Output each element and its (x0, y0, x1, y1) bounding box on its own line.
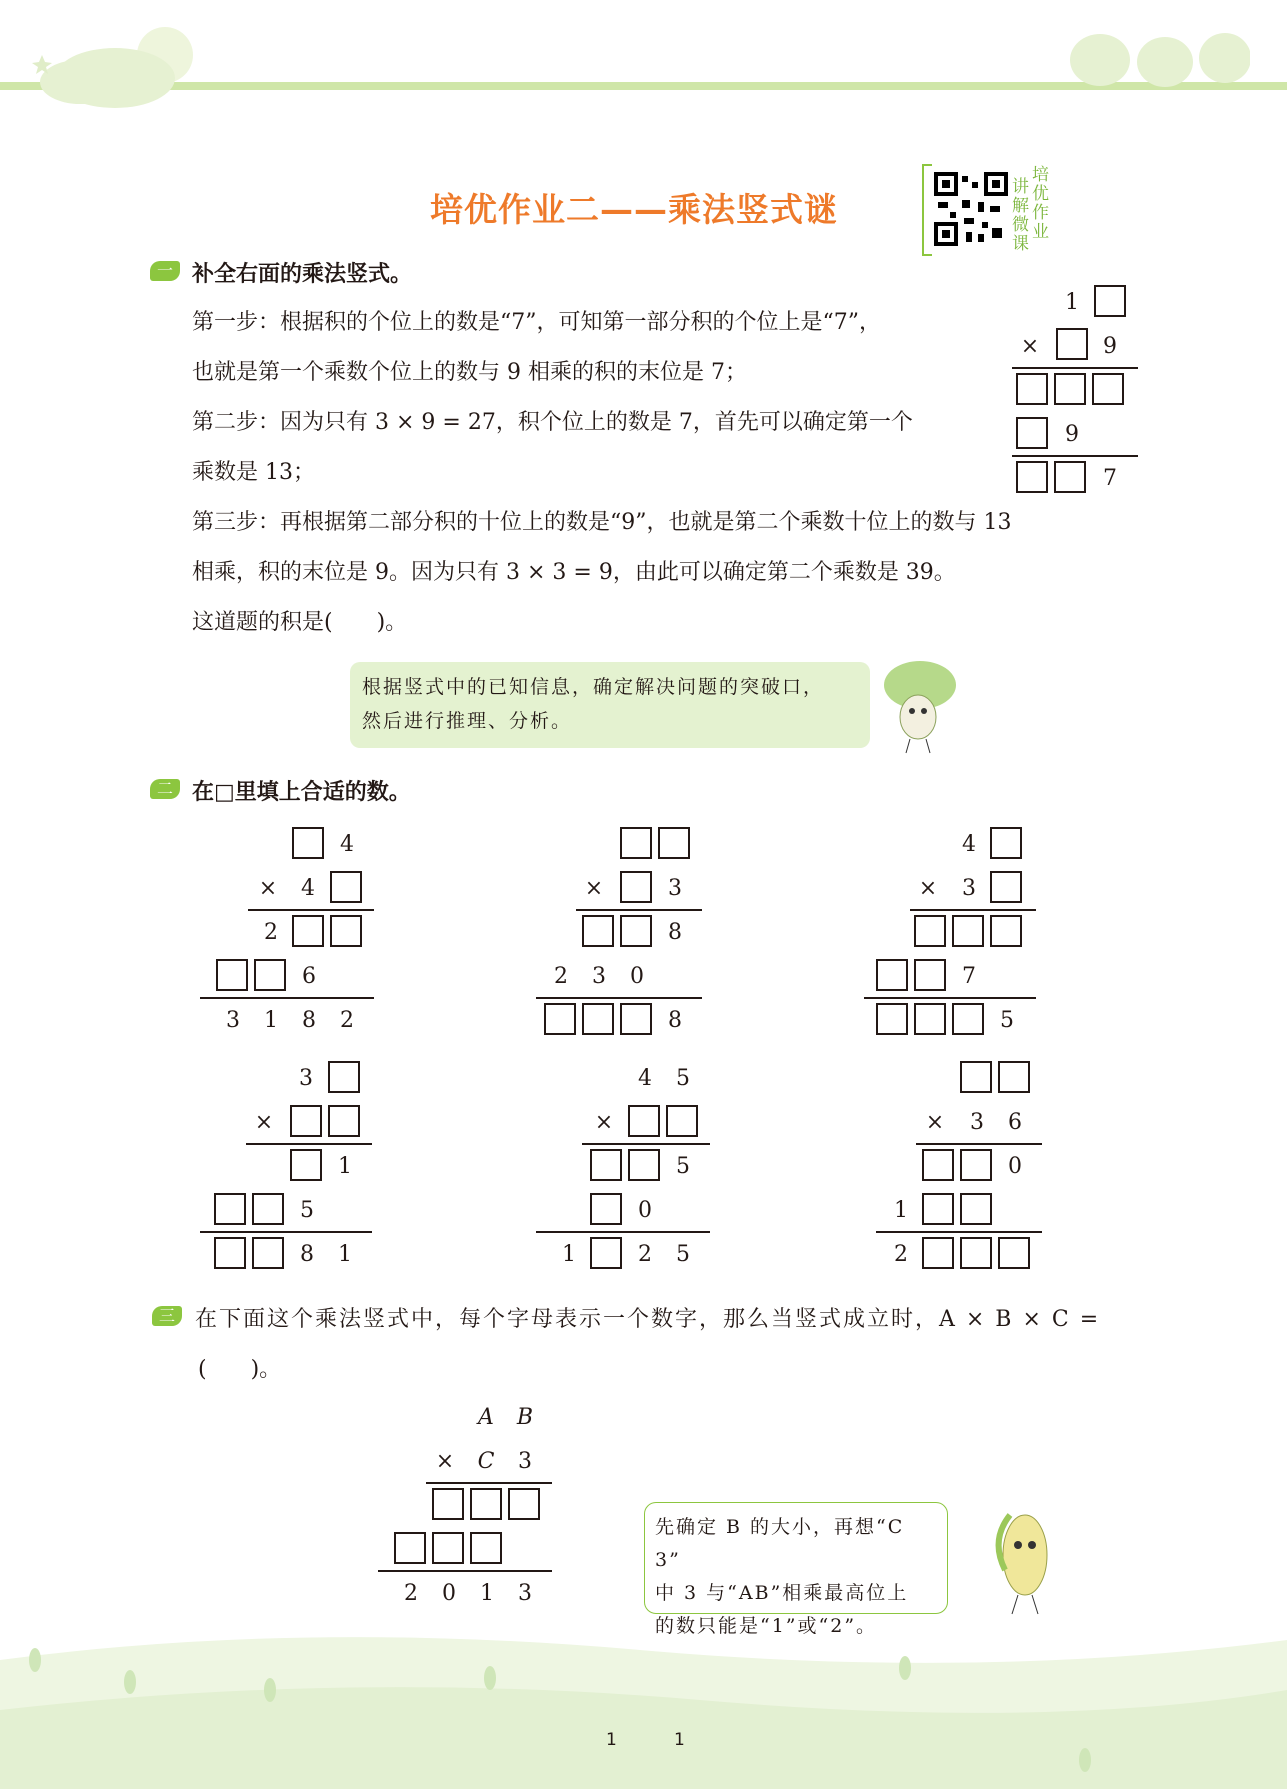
step-text: 相乘，积的末位是 9。因为只有 3 × 3 = 9，由此可以确定第二个乘数是 39。 (192, 560, 956, 585)
blank-box[interactable] (1054, 461, 1086, 493)
blank-box[interactable] (990, 871, 1022, 903)
blank-box[interactable] (214, 1237, 246, 1269)
step-text: 第一步：根据积的个位上的数是“7”，可知第一部分积的个位上是“7”， (192, 310, 881, 335)
blank-box[interactable] (432, 1488, 464, 1520)
blank-box[interactable] (914, 915, 946, 947)
blank-box[interactable] (328, 1105, 360, 1137)
blank-box[interactable] (1016, 417, 1048, 449)
blank-box[interactable] (620, 827, 652, 859)
step-text: 第三步：再根据第二部分积的十位上的数是“9”，也就是第二个乘数十位上的数与 13 (192, 510, 1012, 535)
answer-line: 这道题的积是( )。 (192, 610, 408, 635)
animal-faces-icon (1060, 20, 1250, 90)
section-badge-2: 二 (150, 779, 180, 799)
blank-box[interactable] (328, 1061, 360, 1093)
blank-box[interactable] (590, 1193, 622, 1225)
blank-box[interactable] (952, 1003, 984, 1035)
hint-bubble: 根据竖式中的已知信息，确定解决问题的突破口， 然后进行推理、分析。 (350, 662, 870, 748)
section-title-3-answer: ( )。 (198, 1357, 282, 1382)
blank-box[interactable] (432, 1532, 464, 1564)
blank-box[interactable] (922, 1149, 954, 1181)
landscape-decor (0, 1620, 1287, 1789)
section-title-3: 在下面这个乘法竖式中，每个字母表示一个数字，那么当竖式成立时，A × B × C = (195, 1307, 1101, 1332)
blank-box[interactable] (582, 1003, 614, 1035)
blank-box[interactable] (254, 959, 286, 991)
blank-box[interactable] (252, 1193, 284, 1225)
hint-bubble-3: 先确定 B 的大小，再想“C 3” 中 3 与“AB”相乘最高位上 的数只能是“1”或“2”。 (644, 1502, 948, 1614)
blank-box[interactable] (330, 915, 362, 947)
blank-box[interactable] (914, 1003, 946, 1035)
blank-box[interactable] (292, 827, 324, 859)
blank-box[interactable] (960, 1237, 992, 1269)
blank-box[interactable] (620, 871, 652, 903)
blank-box[interactable] (1054, 373, 1086, 405)
blank-box[interactable] (216, 959, 248, 991)
blank-box[interactable] (508, 1488, 540, 1520)
step-text: 第二步：因为只有 3 × 9 = 27，积个位上的数是 7，首先可以确定第一个 (192, 410, 913, 435)
blank-box[interactable] (960, 1193, 992, 1225)
blank-box[interactable] (1092, 373, 1124, 405)
sun-cloud-icon (20, 10, 210, 110)
section-badge-1: 一 (150, 261, 180, 281)
blank-box[interactable] (1016, 461, 1048, 493)
blank-box[interactable] (914, 959, 946, 991)
section-title-2: 在□里填上合适的数。 (192, 780, 411, 805)
blank-box[interactable] (1094, 285, 1126, 317)
blank-box[interactable] (590, 1237, 622, 1269)
blank-box[interactable] (470, 1488, 502, 1520)
blank-box[interactable] (876, 1003, 908, 1035)
blank-box[interactable] (628, 1105, 660, 1137)
blank-box[interactable] (590, 1149, 622, 1181)
section-badge-3: 三 (152, 1306, 182, 1326)
step-text: 也就是第一个乘数个位上的数与 9 相乘的积的末位是 7； (192, 360, 747, 385)
section-title-1: 补全右面的乘法竖式。 (192, 262, 413, 287)
blank-box[interactable] (998, 1237, 1030, 1269)
blank-box[interactable] (292, 915, 324, 947)
blank-box[interactable] (394, 1532, 426, 1564)
blank-box[interactable] (620, 1003, 652, 1035)
blank-box[interactable] (290, 1149, 322, 1181)
qr-code-icon[interactable] (934, 172, 1008, 246)
blank-box[interactable] (998, 1061, 1030, 1093)
blank-box[interactable] (990, 827, 1022, 859)
blank-box[interactable] (620, 915, 652, 947)
blank-box[interactable] (666, 1105, 698, 1137)
blank-box[interactable] (1056, 328, 1088, 360)
qr-bracket (922, 164, 932, 256)
blank-box[interactable] (960, 1061, 992, 1093)
blank-box[interactable] (960, 1149, 992, 1181)
blank-box[interactable] (330, 871, 362, 903)
blank-box[interactable] (290, 1105, 322, 1137)
blank-box[interactable] (1016, 373, 1048, 405)
blank-box[interactable] (470, 1532, 502, 1564)
blank-box[interactable] (628, 1149, 660, 1181)
page-number: 1 (606, 1730, 617, 1750)
blank-box[interactable] (252, 1237, 284, 1269)
corn-character-icon (980, 1500, 1070, 1620)
blank-box[interactable] (582, 915, 614, 947)
qr-label-left: 讲 解 微 课 (1012, 177, 1029, 254)
page-number: 1 (674, 1730, 685, 1750)
blank-box[interactable] (990, 915, 1022, 947)
blank-box[interactable] (922, 1193, 954, 1225)
blank-box[interactable] (952, 915, 984, 947)
blank-box[interactable] (876, 959, 908, 991)
step-text: 乘数是 13； (192, 460, 315, 485)
blank-box[interactable] (544, 1003, 576, 1035)
blank-box[interactable] (922, 1237, 954, 1269)
blank-box[interactable] (658, 827, 690, 859)
page-title: 培优作业二——乘法竖式谜 (430, 190, 838, 229)
blank-box[interactable] (214, 1193, 246, 1225)
qr-label-right: 培 优 作 业 (1032, 165, 1049, 242)
cabbage-character-icon (870, 655, 970, 755)
